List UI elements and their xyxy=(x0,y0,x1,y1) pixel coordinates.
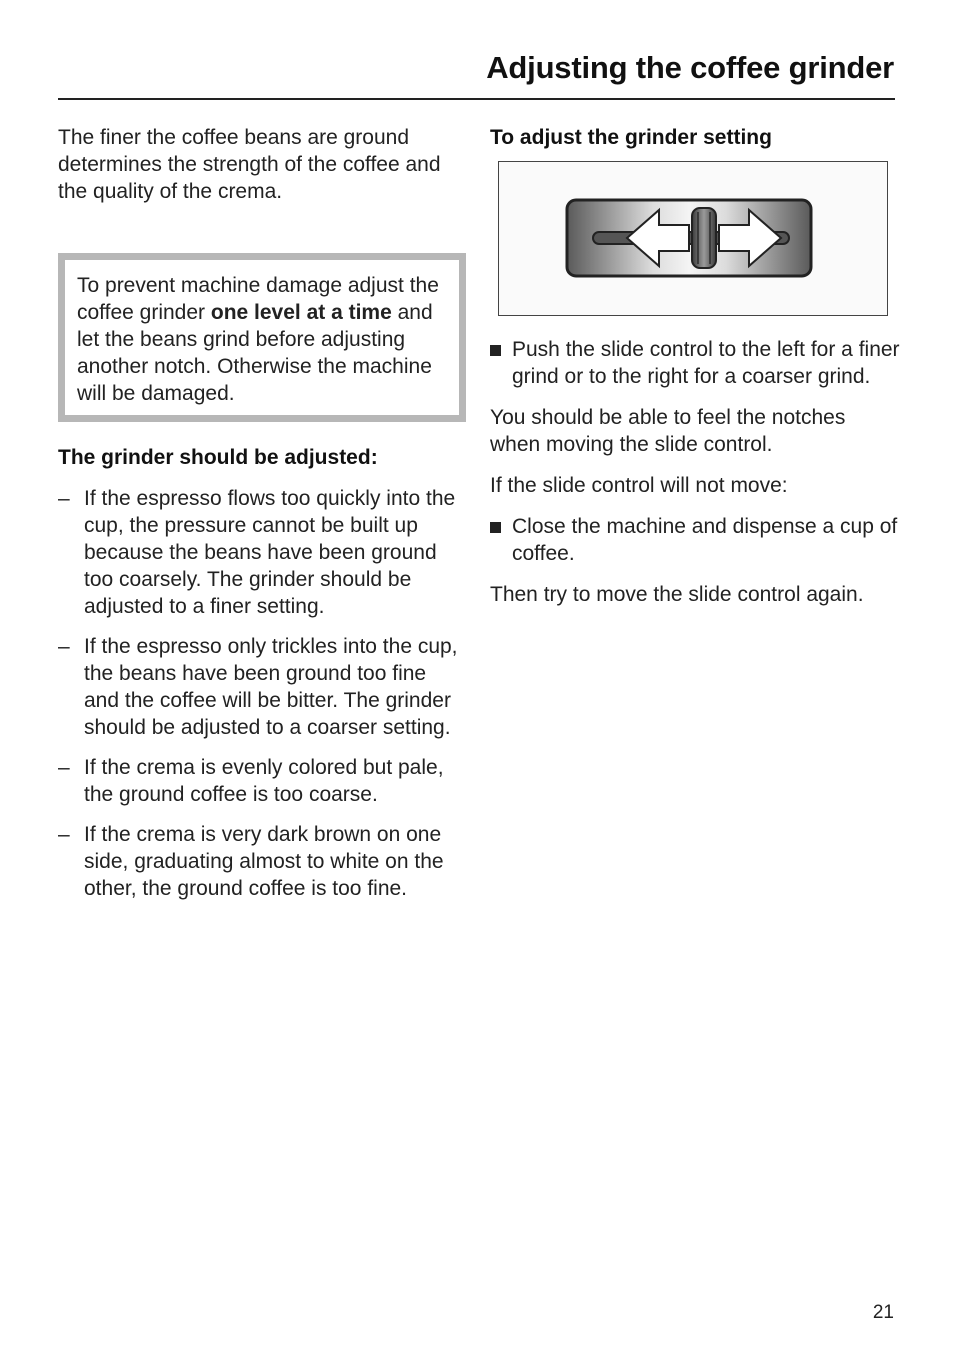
list-item-text: Close the machine and dispense a cup of coffee. xyxy=(512,515,898,565)
list-item xyxy=(58,485,466,620)
square-bullet-icon xyxy=(490,522,501,533)
list-item-text: If the espresso flows too quickly into the cup, the pressure cannot be built up because the beans have been ground too coarsely. The grinder should be adjusted to a finer setting. xyxy=(84,487,456,618)
left-column xyxy=(58,124,466,915)
try-again-paragraph: Then try to move the slide control again. xyxy=(490,583,864,606)
list-item xyxy=(58,821,466,902)
notches-paragraph: You should be able to feel the notches when moving the slide control. xyxy=(490,406,846,456)
page-title: Adjusting the coffee grinder xyxy=(486,50,894,85)
list-item-text: If the crema is very dark brown on one side, graduating almost to white on the other, the ground coffee is too fine. xyxy=(84,823,444,900)
list-item xyxy=(58,633,466,741)
page-number: 21 xyxy=(872,1302,894,1323)
slider-knob xyxy=(692,208,716,268)
title-rule xyxy=(58,98,895,100)
warning-text-emphasis: one level at a time xyxy=(210,301,392,324)
list-item xyxy=(490,513,900,567)
grinder-slide-figure xyxy=(498,161,888,316)
dash-marker: – xyxy=(58,635,70,658)
list-item xyxy=(490,336,900,390)
intro-paragraph: The finer the coffee beans are ground determines the strength of the coffee and the quality of the crema. xyxy=(58,126,441,203)
dash-marker: – xyxy=(58,756,70,779)
right-column xyxy=(490,124,900,622)
warning-text-part-1: To prevent machine damage adjust the coffee grinder xyxy=(77,274,439,324)
list-item xyxy=(58,754,466,808)
grinder-slide-control-illustration xyxy=(563,194,823,284)
dash-marker: – xyxy=(58,823,70,846)
adjust-setting-heading: To adjust the grinder setting xyxy=(490,126,772,149)
warning-box xyxy=(58,253,466,422)
list-item-text: If the crema is evenly colored but pale, the ground coffee is too coarse. xyxy=(84,756,444,806)
adjust-conditions-heading: The grinder should be adjusted: xyxy=(58,446,378,469)
warning-text-part-2: and let the beans grind before adjusting another notch. Otherwise the machine will be damaged. xyxy=(77,301,433,405)
list-item-text: Push the slide control to the left for a finer grind or to the right for a coarser grind. xyxy=(512,338,900,388)
warning-text xyxy=(77,272,447,407)
square-bullet-icon xyxy=(490,345,501,356)
list-item-text: If the espresso only trickles into the cup, the beans have been ground too fine and the coffee will be bitter. The grinder should be adjusted to a coarser setting. xyxy=(84,635,458,739)
will-not-move-paragraph: If the slide control will not move: xyxy=(490,474,788,497)
dash-marker: – xyxy=(58,487,70,510)
